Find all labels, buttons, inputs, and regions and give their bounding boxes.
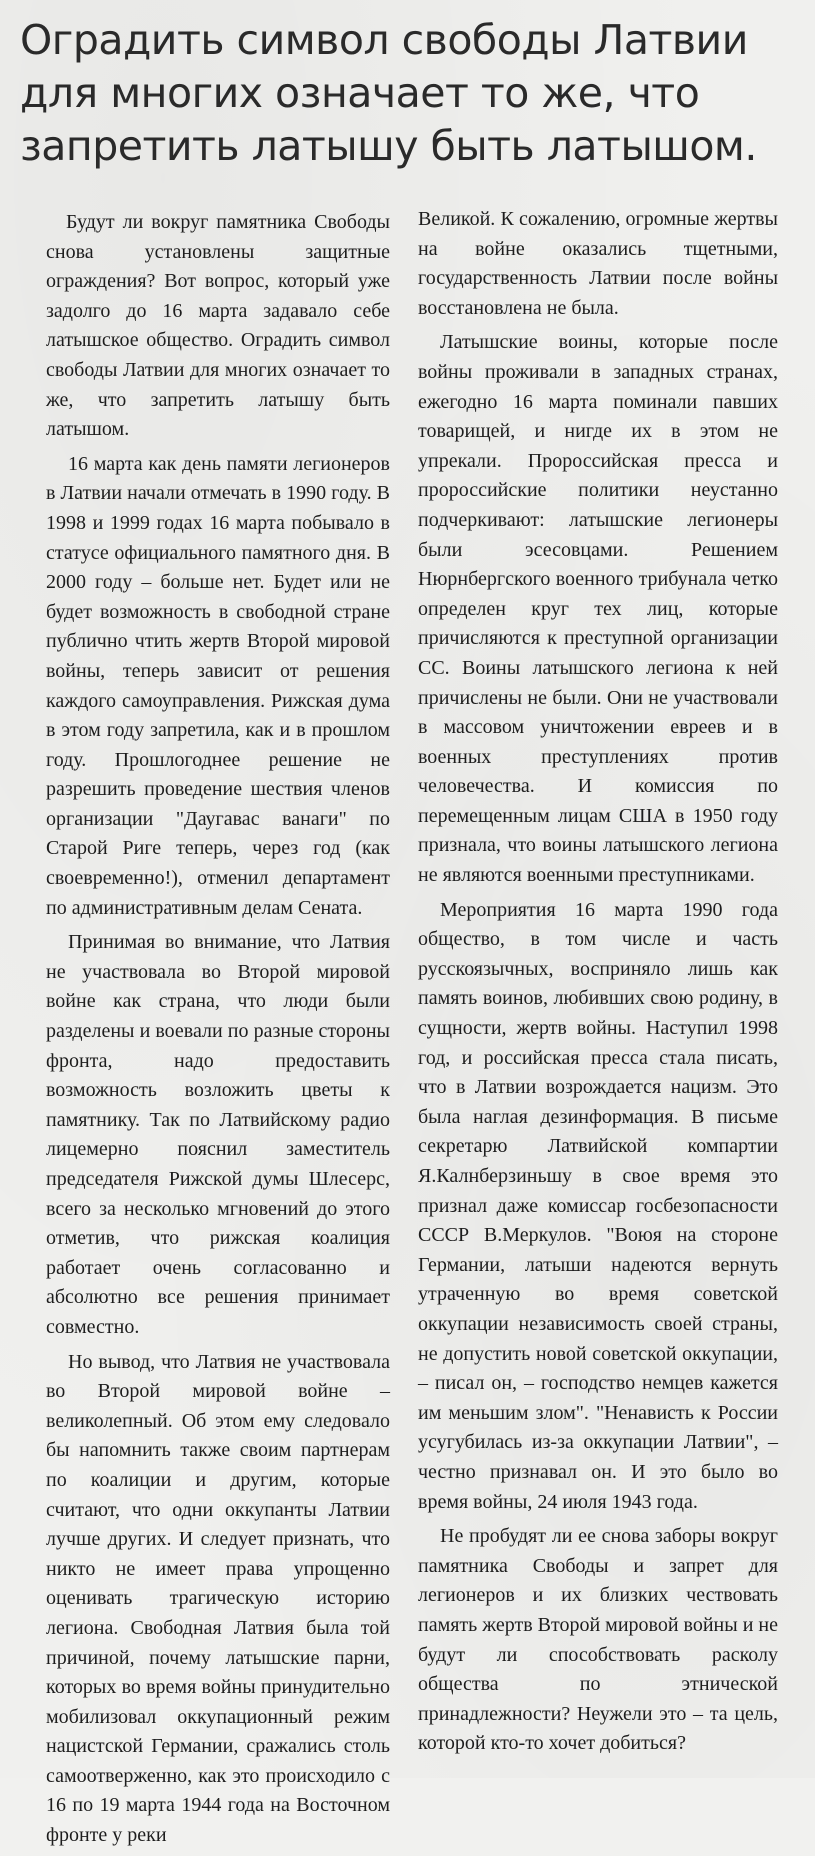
headline-line-3: запретить латышу быть латышом. [20, 122, 757, 170]
paragraph: Латышские воины, которые после войны проживали в западных странах, ежегодно 16 марта поминали павших товарищей, и нигде их в этом не упрекали. Пророссийская пресса и пророссийские политики неустанно подчеркивают: латышские легионеры были эсесовцами. Решением Нюрнбергского военного трибунала четко определен круг тех лиц, которые причисляются к преступной организации СС. Воины латышского легиона к ней причислены не были. Они не участвовали в массовом уничтожении евреев и в военных преступлениях против человечества. И комиссия по перемещенным лицам США в 1950 году признала, что воины латышского легиона не являются военными преступниками. [418, 331, 778, 887]
headline-line-2: для многих означает то же, что [20, 69, 700, 117]
paragraph: 16 марта как день памяти легионеров в Латвии начали отмечать в 1990 году. В 1998 и 1999 годах 16 марта побывало в статусе официального памятного дня. В 2000 году – больше нет. Будет или не будет возможность в свободной стране публично чтить жертв Второй мировой войны, теперь зависит от решения каждого самоуправления. Рижская дума в этом году запретила, как и в прошлом году. Прошлогоднее решение не разрешить проведение шествия членов организации "Даугавас ванаги" по Старой Риге теперь, через год (как своевременно!), отменил департамент по административным делам Сената. [46, 452, 390, 919]
paragraph: Мероприятия 16 марта 1990 года общество, в том числе и часть русскоязычных, восприняло лишь как память воинов, любивших свою родину, в сущности, жертв войны. Наступил 1998 год, и российская пресса стала писать, что в Латвии возрождается нацизм. Это была наглая дезинформация. В письме секретарю Латвийской компартии Я.Калнберзиньшу в свое время это признал даже комиссар госбезопасности СССР В.Меркулов. "Воюя на стороне Германии, латыши надеются вернуть утраченную во время советской оккупации независимость своей страны, не допустить новой советской оккупации, – писал он, – господство немцев кажется им меньшим злом". "Ненависть к России усугубилась из-за оккупации Латвии", – честно признавал он. И это было во время войны, 24 июля 1943 года. [418, 898, 778, 1513]
paragraph: Будут ли вокруг памятника Свободы снова установлены защитные ограждения? Вот вопрос, который уже задолго до 16 марта задавало себе латышское общество. Оградить символ свободы Латвии для многих означает то же, что запретить латышу быть латышом. [46, 211, 390, 441]
headline-line-1: Оградить символ свободы Латвии [20, 16, 748, 64]
article-headline [20, 14, 800, 173]
paragraph: Принимая во внимание, что Латвия не участвовала во Второй мировой войне как страна, что люди были разделены и воевали по разные стороны фронта, надо предоставить возможность возложить цветы к памятнику. Так по Латвийскому радио лицемерно пояснил заместитель председателя Рижской думы Шлесерс, всего за несколько мгновений до этого отметив, что рижская коалиция работает очень согласованно и абсолютно все решения принимает совместно. [46, 931, 390, 1338]
paragraph: Великой. К сожалению, огромные жертвы на войне оказались тщетными, государственность Латвии после войны восстановлена не была. [418, 208, 778, 319]
article-body [0, 208, 815, 1847]
article-column-left [46, 208, 390, 1856]
article-column-right [418, 205, 778, 1764]
paragraph: Не пробудят ли ее снова заборы вокруг памятника Свободы и запрет для легионеров и их близких чествовать память жертв Второй мировой войны и не будут ли способствовать расколу общества по этнической принадлежности? Неужели это – та цель, которой кто-то хочет добиться? [418, 1525, 778, 1755]
paragraph: Но вывод, что Латвия не участвовала во Второй мировой войне – великолепный. Об этом ему следовало бы напомнить также своим партнерам по коалиции и другим, которые считают, что одни оккупанты Латвии лучше других. И следует признать, что никто не имеет права упрощенно оценивать трагическую историю легиона. Свободная Латвия была той причиной, почему латышские парни, которых во время войны принудительно мобилизовал оккупационный режим нацистской Германии, сражались столь самоотверженно, как это происходило с 16 по 19 марта 1944 года на Восточном фронте у реки [46, 1350, 390, 1847]
